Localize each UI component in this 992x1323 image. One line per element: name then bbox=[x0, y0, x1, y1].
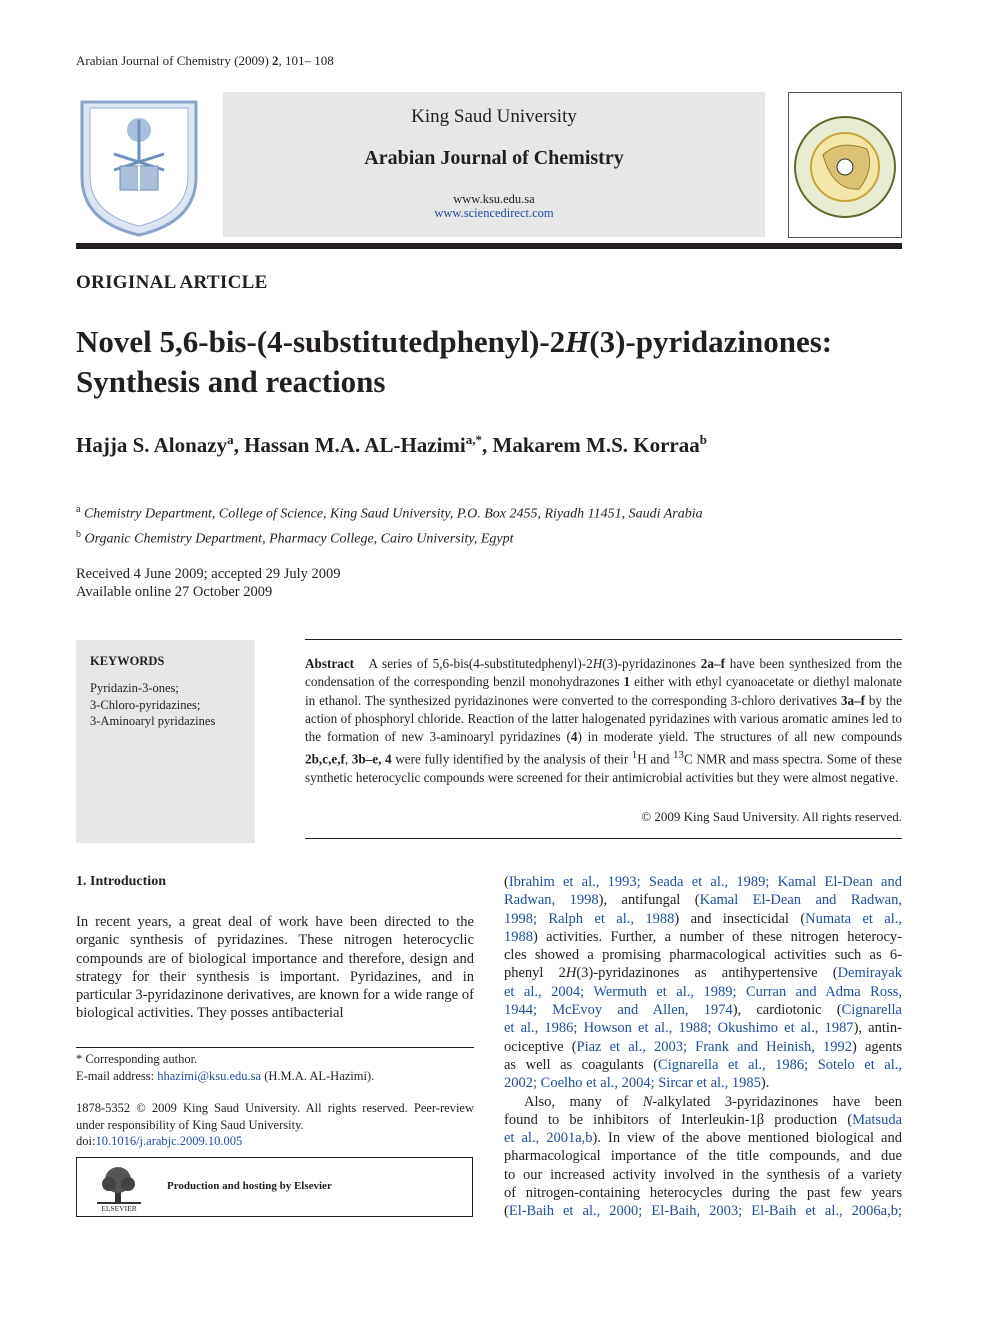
right-column-text bbox=[504, 873, 902, 1221]
citation-link[interactable]: 1944; McEvoy and Allen, 1974 bbox=[504, 1002, 733, 1019]
banner-url-ksu[interactable]: www.ksu.edu.sa bbox=[453, 192, 535, 206]
elsevier-tree-logo bbox=[95, 1164, 143, 1212]
banner-university: King Saud University bbox=[411, 106, 577, 127]
elsevier-hosting-text: Production and hosting by Elsevier bbox=[167, 1180, 332, 1192]
author-name: Hajja S. Alonazy bbox=[76, 433, 228, 457]
text-line: (Ibrahim et al., 1993; Seada et al., 1989; Kamal El-Dean and bbox=[504, 874, 902, 890]
citation-link[interactable]: Numata et al., bbox=[805, 910, 902, 927]
intro-paragraph: In recent years, a great deal of work have been directed to the organic synthesis of pyridazines. These nitrogen heterocyclic compounds are of biological importance and therefore, design and strategy for their synthesis is important. Pyridazines, and in particular 3-pyridazinone derivatives, are known for a wide range of biological activities. They posses antibacterial bbox=[76, 914, 474, 1022]
running-head: Arabian Journal of Chemistry (2009) 2, 101– 108 bbox=[76, 53, 334, 68]
text-line: cles showed a promising pharmacological activities such as 6- bbox=[504, 947, 902, 964]
keywords-title: KEYWORDS bbox=[90, 654, 165, 668]
author-name: Hassan M.A. AL-Hazimi bbox=[244, 433, 466, 457]
article-title: Novel 5,6-bis-(4-substitutedphenyl)-2H(3)-pyridazinones: Synthesis and reactions bbox=[76, 324, 833, 399]
abstract-rule-top bbox=[305, 639, 902, 640]
citation-link[interactable]: Cignarella et al., 1986; Sotelo et al., bbox=[658, 1056, 902, 1073]
citation-link[interactable]: Radwan, 1998 bbox=[504, 892, 599, 909]
abstract-copyright: © 2009 King Saud University. All rights reserved. bbox=[641, 809, 902, 824]
text-line bbox=[504, 983, 902, 1001]
saudi-chemical-society-logo bbox=[788, 92, 902, 238]
abstract-rule-bottom bbox=[305, 838, 902, 839]
citation-link[interactable]: Cignarella bbox=[841, 1002, 902, 1019]
text-line: Also, many of N-alkylated 3-pyridazinones have been bbox=[524, 1093, 902, 1110]
banner-url-sciencedirect[interactable]: www.sciencedirect.com bbox=[434, 206, 554, 220]
author-name: Makarem M.S. Korraa bbox=[492, 433, 700, 457]
citation-link[interactable]: 1988 bbox=[504, 928, 533, 945]
keywords-box bbox=[76, 640, 255, 843]
article-type: ORIGINAL ARTICLE bbox=[76, 272, 268, 293]
keywords-list bbox=[90, 680, 215, 730]
text-line: to our increased activity involved in the synthesis of a variety bbox=[504, 1166, 902, 1183]
intro-paragraph-2 bbox=[504, 1093, 902, 1221]
keyword-item: 3-Chloro-pyridazines; bbox=[90, 697, 201, 712]
affiliation-b: $^b$ Organic Chemistry Department, Pharmacy College, Cairo University, Egypt bbox=[76, 528, 514, 547]
author-list: Hajja S. Alonazy$^a$, Hassan M.A. AL-Hazimi$^{a,*}$, Makarem M.S. Korraa$^b$ bbox=[76, 432, 707, 457]
text-line: ociceptive (Piaz et al., 2003; Frank and Heinish, 1992) agents bbox=[504, 1038, 902, 1055]
header-rule bbox=[76, 243, 902, 249]
text-line: 2002; Coelho et al., 2004; Sircar et al., 1985). bbox=[504, 1075, 770, 1092]
text-line: pharmacological importance of the title compounds, and due bbox=[504, 1148, 902, 1165]
affiliations bbox=[76, 500, 703, 549]
article-dates: Received 4 June 2009; accepted 29 July 2009 Available online 27 October 2009 bbox=[76, 566, 341, 600]
keyword-item: Pyridazin-3-ones; bbox=[90, 681, 179, 695]
affiliation-a: $^a$ Chemistry Department, College of Science, King Saud University, P.O. Box 2455, Riyadh 11451, Saudi Arabia bbox=[76, 504, 703, 522]
king-saud-university-logo bbox=[76, 92, 202, 238]
citation-link[interactable]: et al., 2004; Wermuth et al., 1989; Curran and Adma Ross, bbox=[504, 983, 902, 1000]
citation-link[interactable]: Matsuda bbox=[852, 1111, 902, 1128]
footnote-rule bbox=[76, 1047, 474, 1048]
journal-banner bbox=[223, 92, 765, 237]
text-line: phenyl 2H(3)-pyridazinones as antihypertensive (Demirayak bbox=[504, 965, 902, 982]
citation-link[interactable]: Ibrahim et al., 1993; Seada et al., 1989; Kamal El-Dean and bbox=[508, 874, 902, 890]
citation-link[interactable]: 2002; Coelho et al., 2004; Sircar et al., 1985 bbox=[504, 1075, 761, 1092]
text-line: (El-Baih et al., 2000; El-Baih, 2003; El-Baih et al., 2006a,b; bbox=[504, 1203, 902, 1220]
citation-link[interactable]: et al., 2001a,b bbox=[504, 1130, 593, 1147]
keyword-item: 3-Aminoaryl pyridazines bbox=[90, 714, 216, 728]
issn-copyright: 1878-5352 © 2009 King Saud University. All rights reserved. Peer-review under responsibility of King Saud University. doi:10.1016/j.arabjc.2009.10.005 bbox=[76, 1101, 474, 1148]
corresponding-author-footnote: * Corresponding author. E-mail address: hhazimi@ksu.edu.sa (H.M.A. AL-Hazimi). bbox=[76, 1052, 375, 1083]
elsevier-wordmark: ELSEVIER bbox=[101, 1204, 137, 1212]
doi-link[interactable]: 10.1016/j.arabjc.2009.10.005 bbox=[95, 1134, 243, 1148]
citation-link[interactable]: Piaz et al., 2003; Frank and Heinish, 1992 bbox=[576, 1038, 853, 1055]
text-line: 1944; McEvoy and Allen, 1974), cardiotonic (Cignarella bbox=[504, 1002, 902, 1019]
text-line: 1988) activities. Further, a number of these nitrogen heterocy- bbox=[504, 928, 902, 945]
banner-journal-title: Arabian Journal of Chemistry bbox=[364, 147, 624, 169]
text-line: of nitrogen-containing heterocycles during the past few years bbox=[504, 1185, 902, 1202]
citation-link[interactable]: El-Baih et al., 2000; El-Baih, 2003; El-Baih et al., 2006a,b; bbox=[508, 1203, 902, 1220]
text-line: et al., 2001a,b). In view of the above mentioned biological and bbox=[504, 1130, 902, 1147]
abstract: Abstract A series of 5,6-bis(4-substitutedphenyl)-2H(3)-pyridazinones 2a–f have been synthesized from the condensation of the corresponding benzil monohydrazones 1 either with ethyl cyanoacetate or diethyl malonate in ethanol. The synthesized pyridazinones were converted to the corresponding 3-chloro derivatives 3a–f by the action of phosphoryl chloride. Reaction of the latter halogenated pyridazines with various aromatic amines led to the formation of new 3-aminoaryl pyridazines (4) in moderate yield. The structures of all new compounds 2b,c,e,f, 3b–e, 4 were fully identified by the analysis of their $^1$H and $^{13}$C NMR and mass spectra. Some of these synthetic heterocyclic compounds were screened for their antimicrobial activities but they were almost negative. bbox=[305, 656, 903, 786]
text-line: 1998; Ralph et al., 1988) and insecticidal (Numata et al., bbox=[504, 910, 902, 927]
text-line: Radwan, 1998), antifungal (Kamal El-Dean and Radwan, bbox=[504, 892, 902, 909]
email-link[interactable]: hhazimi@ksu.edu.sa bbox=[157, 1068, 262, 1083]
text-line: et al., 1986; Howson et al., 1988; Okushimo et al., 1987), antin- bbox=[504, 1020, 902, 1037]
citation-link[interactable]: 1998; Ralph et al., 1988 bbox=[504, 910, 675, 927]
section-heading-introduction: 1. Introduction bbox=[76, 874, 166, 889]
citation-link[interactable]: Kamal El-Dean and Radwan, bbox=[699, 892, 902, 909]
text-line: as well as coagulants (Cignarella et al., 1986; Sotelo et al., bbox=[504, 1056, 902, 1073]
intro-paragraph-continued bbox=[504, 873, 902, 1093]
abstract-label: Abstract bbox=[305, 656, 355, 671]
elsevier-box bbox=[76, 1157, 473, 1217]
citation-link[interactable]: et al., 1986; Howson et al., 1988; Okushimo et al., 1987 bbox=[504, 1020, 854, 1037]
citation-link[interactable]: Demirayak bbox=[837, 965, 902, 982]
text-line: found to be inhibitors of Interleukin-1β production (Matsuda bbox=[504, 1111, 902, 1128]
